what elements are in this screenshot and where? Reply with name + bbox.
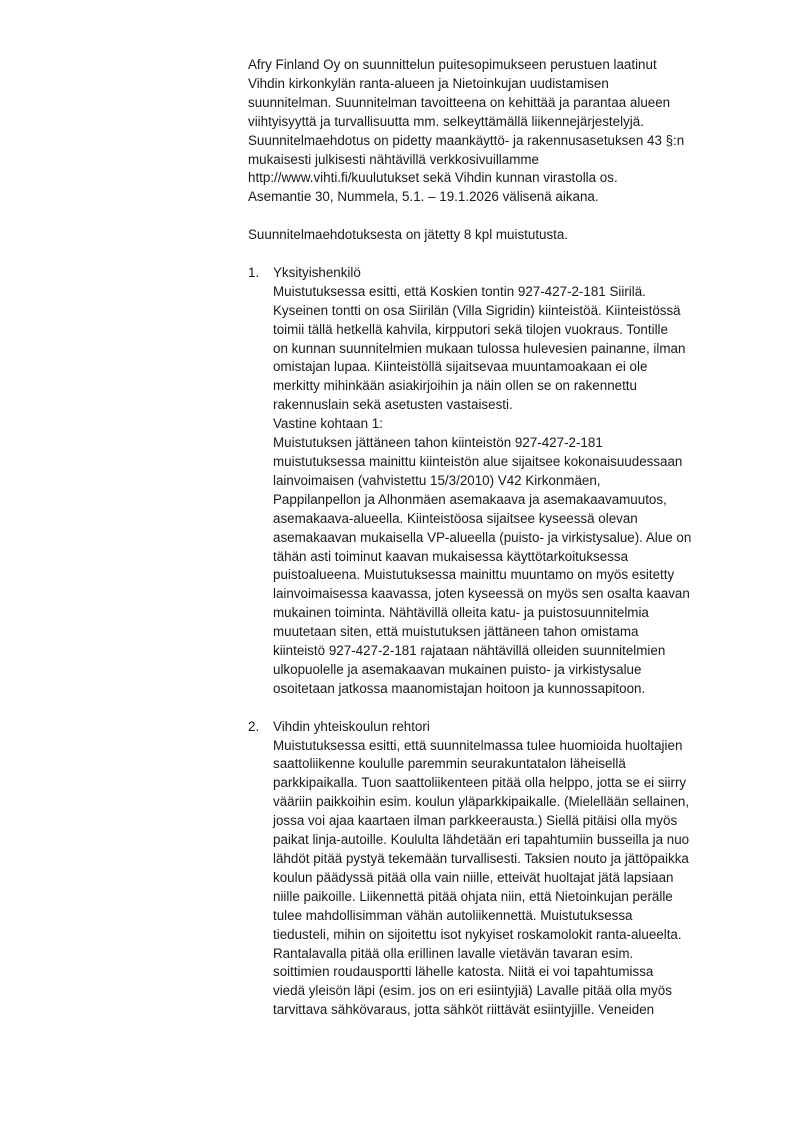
text-line: soittimien roudausportti lähelle katosta. Niitä ei voi tapahtumissa [273,964,654,980]
text-line: omistajan lupaa. Kiinteistöllä sijaitsevaa muuntamoakaan ei ole [273,359,648,375]
text-line: niille paikoille. Liikennettä pitää ohjata niin, että Nietoinkujan perälle [273,888,673,904]
text-line: paikat linja-autoille. Koululta lähdetään eri tapahtumiin busseilla ja nuo [273,832,690,848]
text-line: mukainen toiminta. Nähtävillä olleita katu- ja puistosuunnitelmia [273,605,649,621]
text-line: suunnitelman. Suunnitelman tavoitteena on kehittää ja parantaa alueen [248,94,671,110]
text-line: merkitty mihinkään asiakirjoihin ja näin ollen se on rakennettu [273,378,637,394]
item-number: 1. [248,264,260,280]
text-line: Asemantie 30, Nummela, 5.1. – 19.1.2026 välisenä aikana. [248,189,599,205]
text-line: Pappilanpellon ja Alhonmäen asemakaava ja asemakaavamuutos, [273,491,667,507]
text-line: koulun päädyssä pitää olla vain niille, etteivät huoltajat jätä lapsiaan [273,869,674,885]
text-line: lainvoimaisen (vahvistettu 15/3/2010) V42 Kirkonmäen, [273,472,601,488]
text-line: Rantalavalla pitää olla erillinen lavalle vietävän tavaran esim. [273,945,634,961]
text-line: muistutuksessa mainittu kiinteistön alue sijaitsee kokonaisuudessaan [273,454,683,469]
text-line: tarvittava sähkövaraus, jotta sähköt riittävät esiintyjille. Veneiden [273,1002,655,1018]
text-line: tiedusteli, mihin on sijoitettu isot nykyiset roskamolokit ranta-alueelta. [273,926,682,942]
document-page [248,56,768,1020]
item-title: Vihdin yhteiskoulun rehtori [273,718,430,734]
text-line: saattoliikenne koululle paremmin seurakuntatalon läheisellä [273,756,626,772]
text-line: viihtyisyyttä ja turvallisuutta mm. selkeyttämällä liikennejärjestelyjä. [248,113,644,129]
text-line: tulee mahdollisimman vähän autoliikennettä. Muistutuksessa [273,907,633,923]
objection-item-1 [248,264,768,699]
text-line: Afry Finland Oy on suunnittelun puitesopimukseen perustuen laatinut [248,57,657,72]
text-line: ulkopuolelle ja asemakaavan mukainen puisto- ja virkistysalue [273,661,642,677]
text-line: toimii tällä hetkellä kahvila, kirpputori sekä tilojen vuokraus. Tontille [273,321,668,337]
text-line: kiinteistö 927-427-2-181 rajataan nähtävillä olleiden suunnitelmien [273,643,666,659]
objection-item-2 [248,718,768,1021]
summary-paragraph [248,226,768,245]
text-line: parkkipaikalla. Tuon saattoliikenteen pitää olla helppo, jotta se ei siirry [273,775,687,791]
text-line: Kyseinen tontti on osa Siirilän (Villa Sigridin) kiinteistöä. Kiinteistössä [273,302,681,318]
text-line: asemakaavan mukaisella VP-alueella (puisto- ja virkistysalue). Alue on [273,529,692,545]
text-line: asemakaava-alueella. Kiinteistöosa sijaitsee kyseessä olevan [273,510,638,526]
text-line: vääriin paikkoihin esim. koulun yläparkkipaikalle. (Mielellään sellainen, [273,794,690,810]
item-number: 2. [248,718,260,734]
text-line: puistoalueena. Muistutuksessa mainittu muuntamo on myös esitetty [273,567,675,583]
summary-text: Suunnitelmaehdotuksesta on jätetty 8 kpl muistutusta. [248,227,569,243]
text-line: Muistutuksessa esitti, että Koskien tontin 927-427-2-181 Siirilä. [273,283,646,299]
text-line: tähän asti toiminut kaavan mukaisessa käyttötarkoituksessa [273,548,629,564]
text-line: rakennuslain sekä asetusten vastaisesti. [273,397,513,413]
text-line: muutetaan siten, että muistutuksen jättäneen tahon omistama [273,624,639,640]
text-line: Vihdin kirkonkylän ranta-alueen ja Nietoinkujan uudistamisen [248,75,609,91]
text-line: Suunnitelmaehdotus on pidetty maankäyttö- ja rakennusasetuksen 43 §:n [248,132,685,148]
item-title: Yksityishenkilö [273,264,361,280]
text-line: jossa voi ajaa kaartaen ilman parkkeerausta.) Siellä pitäisi olla myös [273,813,678,829]
text-line: osoitetaan jatkossa maanomistajan hoitoon ja kunnossapitoon. [273,680,646,696]
text-line: http://www.vihti.fi/kuulutukset sekä Vihdin kunnan virastolla os. [248,170,618,186]
text-line: Muistutuksen jättäneen tahon kiinteistön 927-427-2-181 [273,435,603,451]
response-heading: Vastine kohtaan 1: [273,416,383,432]
text-line: mukaisesti julkisesti nähtävillä verkkosivuillamme [248,151,539,167]
text-line: viedä yleisön läpi (esim. jos on eri esiintyjiä) Lavalle pitää olla myös [273,983,672,999]
intro-paragraph [248,56,768,207]
text-line: lainvoimaisessa kaavassa, joten kyseessä on myös sen osalta kaavan [273,586,690,602]
text-line: on kunnan suunnitelmien mukaan tulossa hulevesien painanne, ilman [273,340,686,356]
text-line: lähdöt pitää pystyä tekemään turvallisesti. Taksien nouto ja jättöpaikka [273,851,689,867]
text-line: Muistutuksessa esitti, että suunnitelmassa tulee huomioida huoltajien [273,737,683,753]
